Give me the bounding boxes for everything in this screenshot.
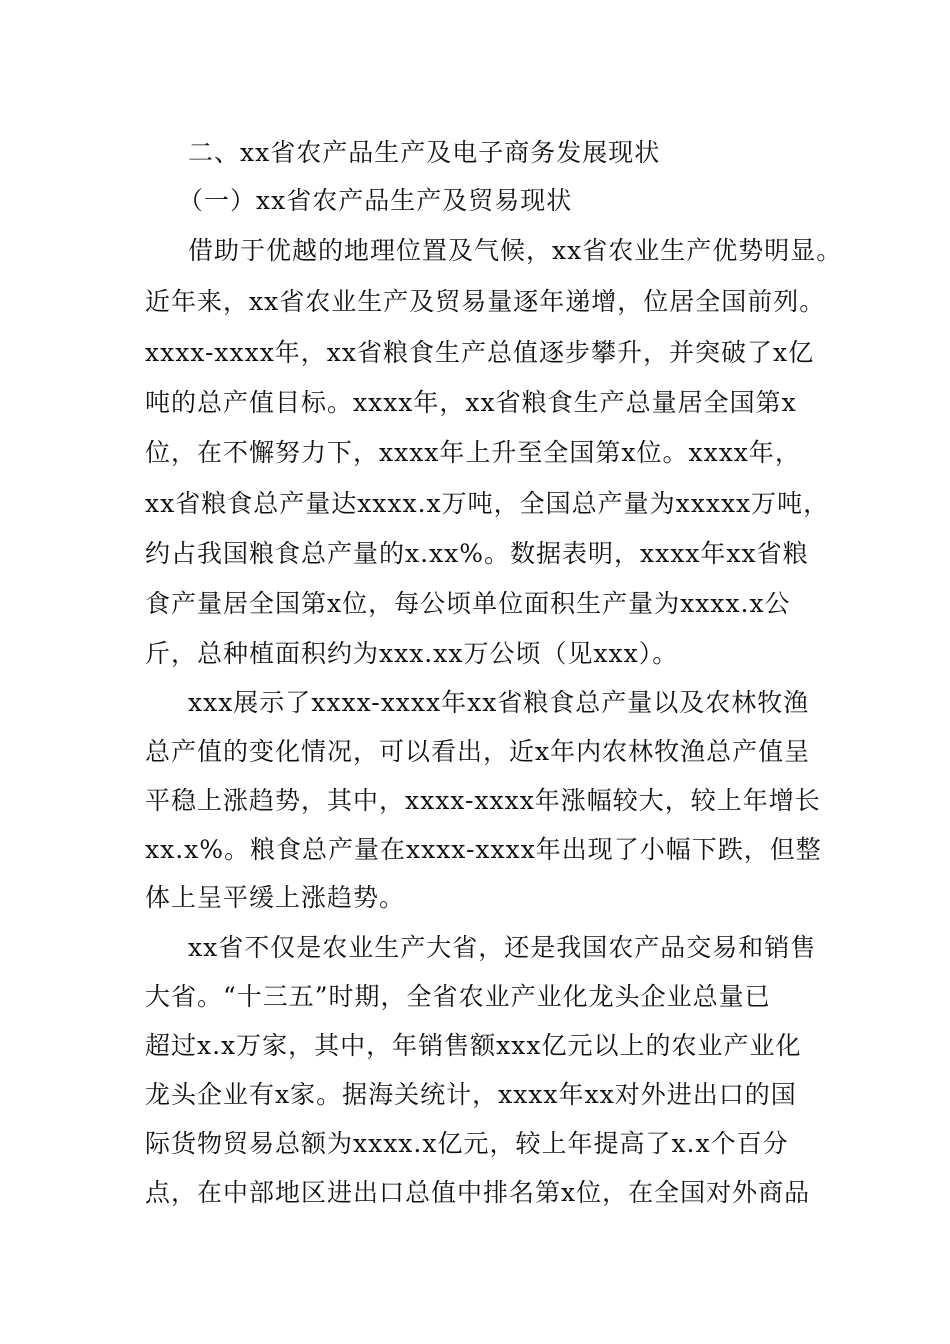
- paragraph-3-line-6: 点，在中部地区进出口总值中排名第x位，在全国对外商品: [145, 1178, 811, 1207]
- paragraph-1-line-7: 约占我国粮食总产量的x.xx%。数据表明，xxxx年xx省粮: [145, 539, 809, 568]
- paragraph-3-line-2: 大省。“十三五”时期，全省农业产业化龙头企业总量已: [145, 982, 771, 1011]
- paragraph-1-line-5: 位，在不懈努力下，xxxx年上升至全国第x位。xxxx年，: [145, 438, 801, 467]
- paragraph-3-line-3: 超过x.x万家，其中，年销售额xxx亿元以上的农业产业化: [145, 1031, 802, 1060]
- paragraph-3-line-5: 际货物贸易总额为xxxx.x亿元，较上年提高了x.x个百分: [145, 1129, 789, 1158]
- paragraph-3-line-4: 龙头企业有x家。据海关统计，xxxx年xx对外进出口的国: [145, 1080, 797, 1109]
- paragraph-2-line-3: 平稳上涨趋势，其中，xxxx-xxxx年涨幅较大，较上年增长: [145, 786, 821, 815]
- paragraph-1-line-1: 借助于优越的地理位置及气候，xx省农业生产优势明显。: [188, 236, 843, 265]
- paragraph-1-line-4: 吨的总产值目标。xxxx年，xx省粮食生产总量居全国第x: [145, 388, 797, 417]
- paragraph-1-line-9: 斤，总种植面积约为xxx.xx万公顷（见xxx）。: [145, 639, 679, 668]
- paragraph-2-line-1: xxx展示了xxxx-xxxx年xx省粮食总产量以及农林牧渔: [188, 688, 810, 717]
- paragraph-1-line-2: 近年来，xx省农业生产及贸易量逐年递增，位居全国前列。: [145, 287, 826, 316]
- paragraph-2-line-2: 总产值的变化情况，可以看出，近x年内农林牧渔总产值呈: [145, 737, 811, 766]
- paragraph-2-line-4: xx.x%。粮食总产量在xxxx-xxxx年出现了小幅下跌，但整: [145, 835, 822, 864]
- subsection-heading: （一）xx省农产品生产及贸易现状: [178, 186, 573, 215]
- paragraph-2-line-5: 体上呈平缓上涨趋势。: [145, 883, 406, 912]
- paragraph-1-line-3: xxxx-xxxx年，xx省粮食生产总值逐步攀升，并突破了x亿: [145, 338, 815, 367]
- paragraph-3-line-1: xx省不仅是农业生产大省，还是我国农产品交易和销售: [188, 933, 817, 962]
- paragraph-1-line-6: xx省粮食总产量达xxxx.x万吨，全国总产量为xxxxx万吨，: [145, 489, 830, 518]
- section-heading: 二、xx省农产品生产及电子商务发展现状: [188, 138, 661, 167]
- paragraph-1-line-8: 食产量居全国第x位，每公顷单位面积生产量为xxxx.x公: [145, 589, 791, 618]
